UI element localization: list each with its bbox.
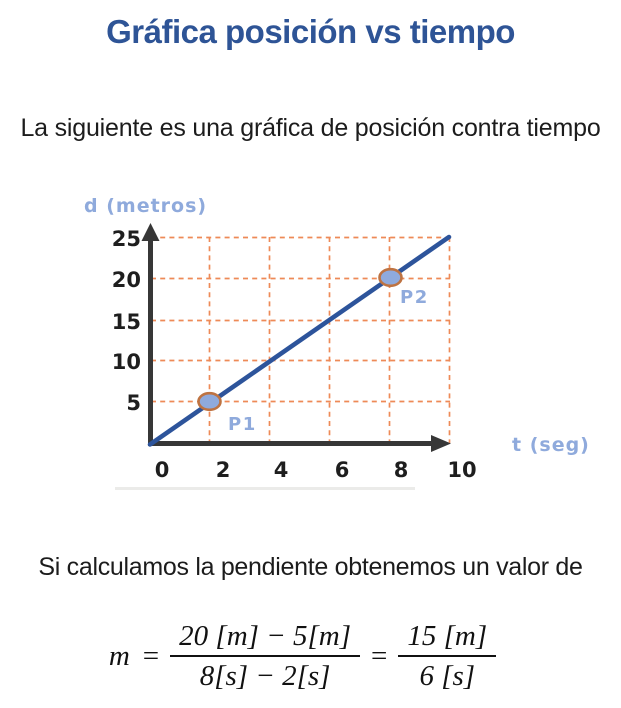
x-tick-6: 6 [334,458,350,482]
point-p2-marker [380,269,402,286]
y-tick-15: 15 [111,310,141,334]
formula-fraction-2 [398,621,496,692]
point-p1-marker [199,393,221,410]
y-tick-20: 20 [111,268,141,292]
formula-fraction-1 [170,621,360,692]
slope-formula [0,621,613,692]
x-tick-10: 10 [447,458,477,482]
x-tick-0: 0 [154,458,170,482]
x-tick-8: 8 [393,458,409,482]
point-p2-label: P2 [400,287,429,308]
point-p1-label: P1 [228,414,257,435]
position-line [150,237,449,445]
y-tick-10: 10 [111,350,141,374]
position-time-chart [60,185,620,495]
x-axis-title: t (seg) [512,434,590,456]
intro-text: La siguiente es una gráfica de posición contra tiempo [20,114,601,142]
page-title: Gráfica posición vs tiempo [106,13,515,50]
x-tick-2: 2 [215,458,231,482]
fraction-1-denominator: 8[s] − 2[s] [199,660,331,693]
y-axis-title: d (metros) [84,195,208,217]
y-tick-5: 5 [126,391,141,415]
conclusion-text: Si calculamos la pendiente obtenemos un valor de [38,553,583,581]
fraction-2-numerator: 15 [m] [398,621,496,657]
fraction-1-numerator: 20 [m] − 5[m] [170,621,360,657]
fraction-2-denominator: 6 [s] [419,660,476,693]
x-axis-arrow-icon [431,435,451,452]
formula-lhs: m [108,639,130,672]
y-axis-arrow-icon [142,223,160,241]
y-tick-25: 25 [111,227,141,251]
formula-equals-1: = [142,639,160,672]
figure-bottom-edge [115,487,415,490]
x-tick-4: 4 [273,458,289,482]
formula-equals-2: = [371,639,388,672]
